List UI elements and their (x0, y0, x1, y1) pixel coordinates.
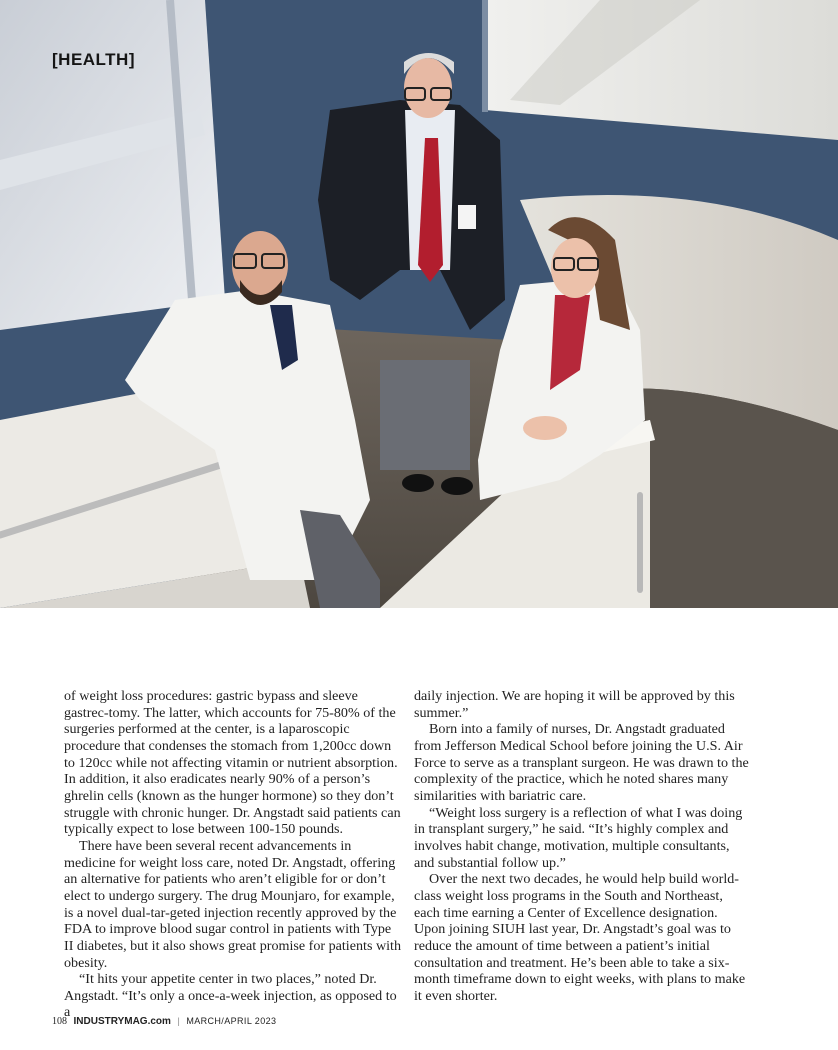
section-tag: [HEALTH] (52, 50, 135, 69)
article-column-left (64, 688, 402, 1021)
paragraph: There have been several recent advancements in medicine for weight loss care, noted Dr. Angstadt, offering an alternative for patients who aren’t eligible for or don’t elect to undergo surgery. The drug Mounjaro, for example, is a novel dual-tar-geted injection recently approved by the FDA to improve blood sugar control in patients with Type II diabetes, but it also shows great promise for patients with obesity. (64, 837, 402, 971)
page-footer (52, 1016, 276, 1027)
issue-date: MARCH/APRIL 2023 (186, 1016, 277, 1026)
site-name: INDUSTRYMAG.com (73, 1016, 171, 1027)
page-number: 108 (52, 1016, 67, 1027)
footer-separator: | (177, 1016, 180, 1026)
paragraph: Over the next two decades, he would help build world-class weight loss programs in the South and Northeast, each time earning a Center of Excellence designation. Upon joining SIUH last year, Dr. Angstadt’s goal was to reduce the amount of time between a patient’s initial consultation and treatment. He’s been able to take a six-month timeframe down to eight weeks, with plans to make it even shorter. (414, 871, 746, 1004)
paragraph: “Weight loss surgery is a reflection of what I was doing in transplant surgery,” he said. “It’s highly complex and involves habit change, motivation, multiple consultants, and substantial follow up.” (414, 804, 743, 871)
paragraph: daily injection. We are hoping it will be approved by this summer.” (414, 688, 735, 721)
article-column-right (414, 688, 752, 1004)
paragraph: of weight loss procedures: gastric bypass and sleeve gastrec-tomy. The latter, which accounts for 75-80% of the surgeries performed at the center, is a laparoscopic procedure that condenses the stomach from 1,200cc down to 120cc while not affecting vitamin or nutrient absorption. In addition, it also eradicates nearly 90% of a person’s ghrelin cells (known as the hunger hormone) so they don’t struggle with chronic hunger. Dr. Angstadt said patients can typically expect to lose between 100-150 pounds. (64, 688, 401, 838)
paragraph: “It hits your appetite center in two places,” noted Dr. Angstadt. “It’s only a once-a-week injection, as opposed to a (64, 971, 397, 1021)
paragraph: Born into a family of nurses, Dr. Angstadt graduated from Jefferson Medical School before joining the U.S. Air Force to serve as a transplant surgeon. He was drawn to the complexity of the practice, which he noted shares many similarities with bariatric care. (414, 721, 749, 804)
